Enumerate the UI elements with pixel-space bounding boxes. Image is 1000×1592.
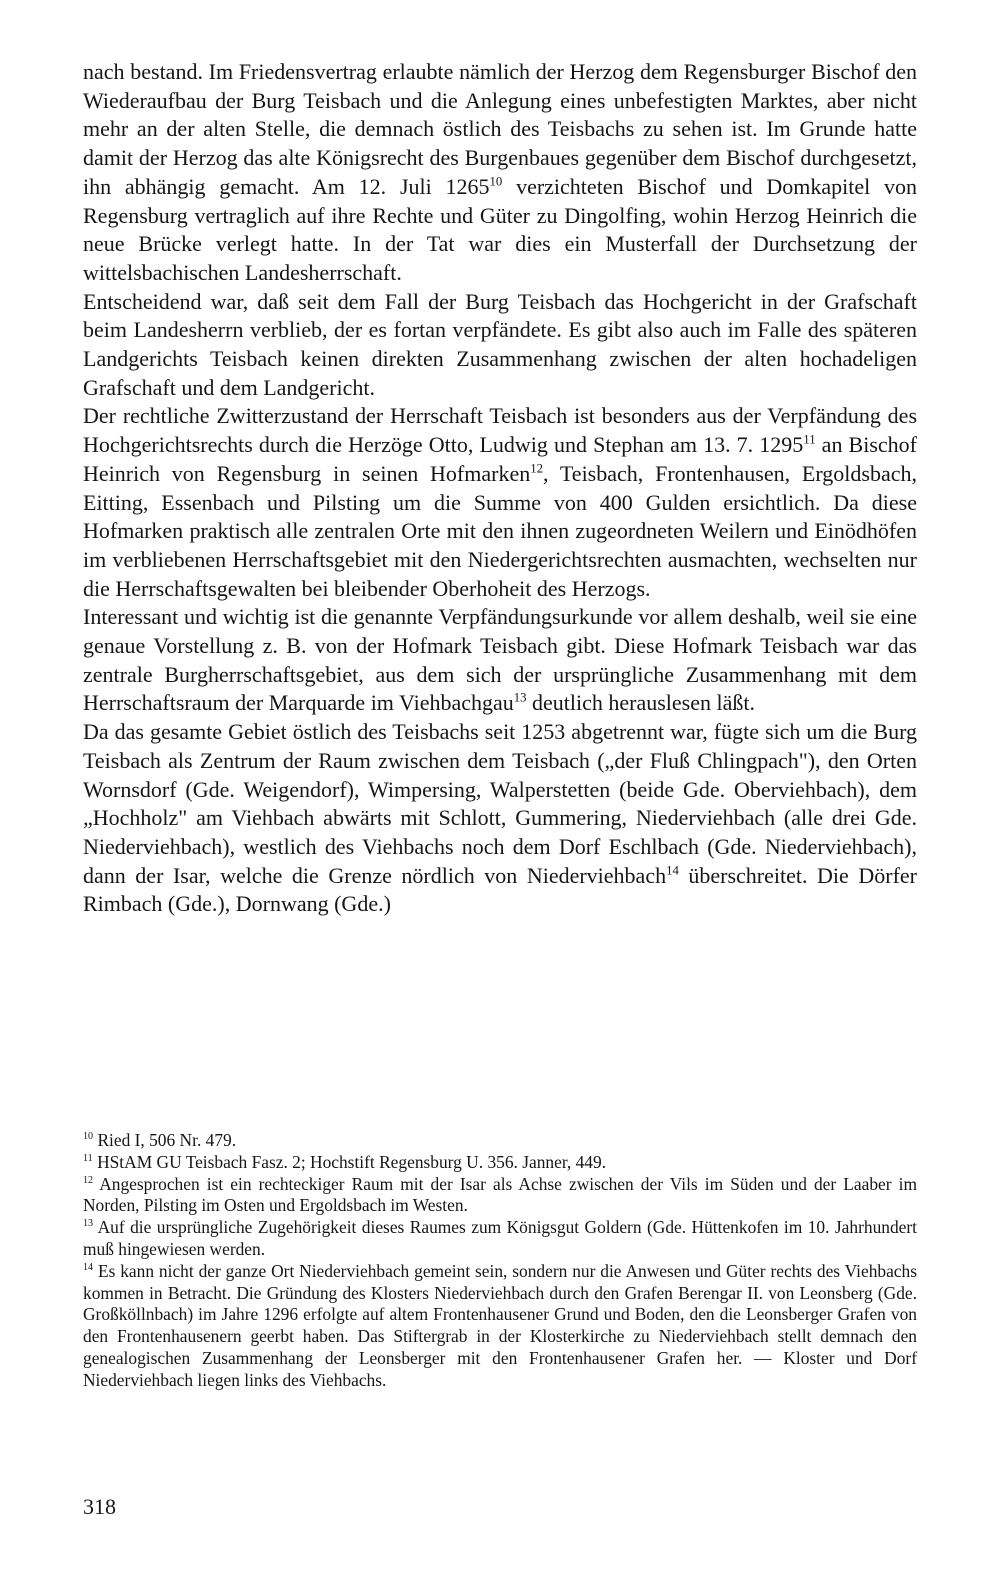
footnote-ref-14[interactable]: 14 [666,863,679,878]
footnote-number: 13 [83,1218,94,1230]
footnote-ref-11[interactable]: 11 [803,432,816,447]
paragraph-3: Der rechtliche Zwitterzustand der Herrschaft Teisbach ist besonders aus der Verpfändung des Hochgerichtsrechts durch die Herzöge Otto, Ludwig und Stephan am 13. 7. 1295$^{11}$ an Bischof Heinrich von Regensburg in seinen Hofmarken$^{12}$, Teisbach, Frontenhausen, Ergoldsbach, Eitting, Essenbach und Pilsting um die Summe von 400 Gulden ersichtlich. Da diese Hofmarken praktisch alle zentralen Orte mit den ihnen zugeordneten Weilern und Einödhöfen im verbliebenen Herrschaftsgebiet mit den Niedergerichtsrechten ausmachten, wechselten nur die Herrschaftsgewalten bei bleibender Oberhoheit des Herzogs. [83,403,917,601]
footnote-number: 11 [83,1153,93,1164]
footnote-text: Ried I, 506 Nr. 479. [97,1130,237,1150]
footnote-11 [83,1152,917,1174]
footnote-10 [83,1130,917,1152]
page-number: 318 [83,1494,116,1519]
footnote-ref-13[interactable]: 13 [513,691,527,706]
footnote-14 [83,1261,917,1392]
footnote-ref-10[interactable]: 10 [489,174,503,189]
footnote-ref-12[interactable]: 12 [530,461,543,476]
footnote-text: HStAM GU Teisbach Fasz. 2; Hochstift Regensburg U. 356. Janner, 449. [97,1151,607,1172]
footnote-text: Auf die ursprüngliche Zugehörigkeit dieses Raumes zum Königsgut Goldern (Gde. Hüttenkofen im 10. Jahrhundert muß hingewiesen werden. [83,1217,918,1259]
paragraph-2: Entscheidend war, daß seit dem Fall der Burg Teisbach das Hochgericht in der Grafschaft beim Landesherrn verblieb, der es fortan verpfändete. Es gibt also auch im Falle des späteren Landgerichts Teisbach keinen direkten Zusammenhang zwischen der alten hochadeligen Grafschaft und dem Landgericht. [83,288,917,400]
footnote-number: 14 [83,1261,94,1273]
paragraph-5: Da das gesamte Gebiet östlich des Teisbachs seit 1253 abgetrennt war, fügte sich um die Burg Teisbach als Zentrum der Raum zwischen dem Teisbach („der Fluß Chlingpach"), den Orten Wornsdorf (Gde. Weigendorf), Wimpersing, Walperstetten (beide Gde. Oberviehbach), dem „Hochholz" am Viehbach abwärts mit Schlott, Gummering, Niederviehbach (alle drei Gde. Niederviehbach), westlich des Viehbachs noch dem Dorf Eschlbach (Gde. Niederviehbach), dann der Isar, welche die Grenze nördlich von Niederviehbach$^{14}$ überschreitet. Die Dörfer Rimbach (Gde.), Dornwang (Gde.) [83,719,917,917]
footnotes [83,1130,917,1392]
footnote-13 [83,1217,917,1261]
footnote-12 [83,1174,917,1218]
main-text [83,58,917,919]
footnote-text: Es kann nicht der ganze Ort Niederviehbach gemeint sein, sondern nur die Anwesen und Güter rechts des Viehbachs kommen in Betracht. Die Gründung des Klosters Niederviehbach durch den Grafen Berengar II. von Leonsberg (Gde. Großköllnbach) im Jahre 1296 erfolgte auf altem Frontenhausener Grund und Boden, den die Leonsberger Grafen von den Frontenhausenern geerbt haben. Das Stiftergrab in der Klosterkirche zu Niederviehbach stellt demnach den genealogischen Zusammenhang der Leonsberger mit den Frontenhausener Grafen her. — Kloster und Dorf Niederviehbach liegen links des Viehbachs. [83,1260,917,1390]
footnote-number: 12 [83,1174,94,1186]
paragraph-1: nach bestand. Im Friedensvertrag erlaubte nämlich der Herzog dem Regensburger Bischof den Wiederaufbau der Burg Teisbach und die Anlegung eines unbefestigten Marktes, aber nicht mehr an der alten Stelle, die demnach östlich des Teisbachs zu sehen ist. Im Grunde hatte damit der Herzog das alte Königsrecht des Burgenbaues gegenüber dem Bischof durchgesetzt, ihn abhängig gemacht. Am 12. Juli 1265$^{10}$ verzichteten Bischof und Domkapitel von Regensburg vertraglich auf ihre Rechte und Güter zu Dingolfing, wohin Herzog Heinrich die neue Brücke verlegt hatte. In der Tat war dies ein Musterfall der Durchsetzung der wittelsbachischen Landesherrschaft. [83,59,917,285]
footnote-text: Angesprochen ist ein rechteckiger Raum mit der Isar als Achse zwischen der Vils im Süden und der Laaber im Norden, Pilsting im Osten und Ergoldsbach im Westen. [83,1173,917,1216]
footnote-number: 10 [83,1131,94,1143]
paragraph-4: Interessant und wichtig ist die genannte Verpfändungsurkunde vor allem deshalb, weil sie eine genaue Vorstellung z. B. von der Hofmark Teisbach gibt. Diese Hofmark Teisbach war das zentrale Burgherrschaftsgebiet, aus dem sich der ursprüngliche Zusammenhang mit dem Herrschaftsraum der Marquarde im Viehbachgau$^{13}$ deutlich herauslesen läßt. [83,604,917,716]
